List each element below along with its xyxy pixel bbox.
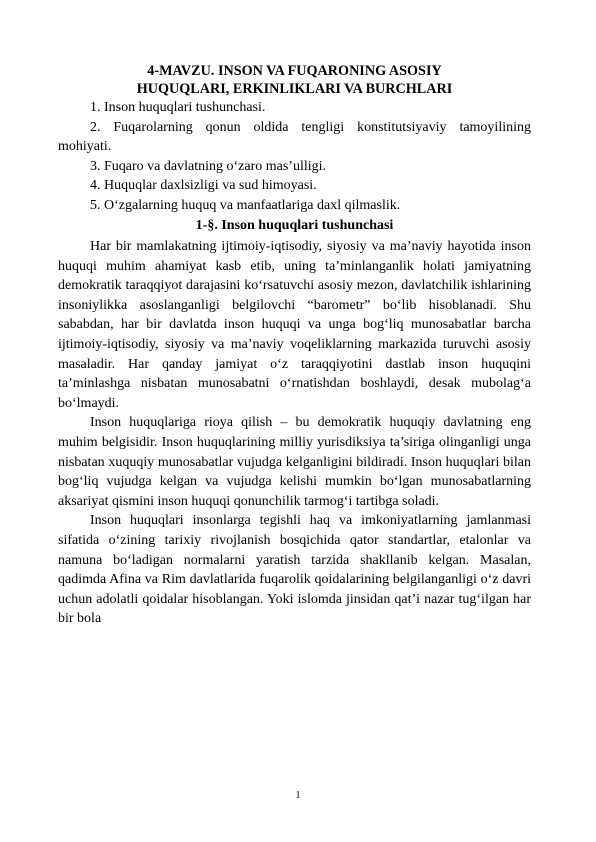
title-line-2: HUQUQLARI, ERKINLIKLARI VA BURCHLARI [136, 81, 453, 97]
body-paragraph: Inson huquqlari insonlarga tegishli haq va imkoniyatlarning jamlanmasi sifatida o‘zining tarixiy rivojlanish bosqichida qator standartlar, etalonlar va namuna bo‘ladigan normalarni yaratish tarzida shakllanib kelgan. Masalan, qadimda Afina va Rim davlatlarida fuqarolik qoidalarining belgilanganligi o‘z davri uchun adolatli qoidalar hisoblangan. Yoki islomda jinsidan qat’i nazar tug‘ilgan har bir bola [58, 513, 531, 627]
outline-item: 1. Inson huquqlari tushunchasi. [90, 100, 266, 115]
topic-outline [58, 98, 531, 215]
document-title [58, 62, 531, 98]
outline-item: 5. O‘zgalarning huquq va manfaatlariga daxl qilmaslik. [90, 197, 401, 213]
body-paragraph: Inson huquqlariga rioya qilish – bu demokratik huquqiy davlatning eng muhim belgisidir. Inson huquqlarining milliy yurisdiksiya ta’siriga olinganligi unga nisbatan xuquqiy munosabatlar vujudga kelganligini bildiradi. Inson huquqlari bilan bog‘liq vujudga kelgan va vujudga kelishi mumkin bo‘lgan munosabatlarning aksariyat qismini inson huquqi qonunchilik tarmog‘i tartibga soladi. [58, 415, 531, 509]
outline-item: 3. Fuqaro va davlatning o‘zaro mas’ulligi. [90, 158, 326, 174]
document-page [58, 62, 531, 629]
outline-item: 4. Huquqlar daxlsizligi va sud himoyasi. [90, 178, 317, 193]
page-number: 1 [295, 790, 301, 801]
outline-item: 2. Fuqarolarning qonun oldida tengligi konstitutsiyaviy tamoyilining mohiyati. [58, 119, 531, 154]
title-line-1: 4-MAVZU. INSON VA FUQARONING ASOSIY [147, 63, 442, 79]
body-paragraph: Har bir mamlakatning ijtimoiy-iqtisodiy, siyosiy va ma’naviy hayotida inson huquqi muhim ahamiyat kasb etib, uning ta’minlanganlik holati jamiyatning demokratik taraqqiyot darajasini ko‘rsatuvchi asosiy mezon, davlatchilik ishlarining insoniylikka asoslanganligi belgilovchi “barometr” bo‘lib hisoblanadi. Shu sababdan, har bir davlatda inson huquqi va unga bog‘liq munosabatlar barcha ijtimoiy-iqtisodiy, siyosiy va ma’naviy voqeliklarning markazida turuvchi asosiy masaladir. Har qanday jamiyat o‘z taraqqiyotini dastlab inson huquqini ta’minlashga nisbatan munosabatni o‘rnatishdan boshlaydi, desak mubolag‘a bo‘lmaydi. [58, 239, 531, 411]
section-heading: 1-§. Inson huquqlari tushunchasi [195, 218, 394, 233]
